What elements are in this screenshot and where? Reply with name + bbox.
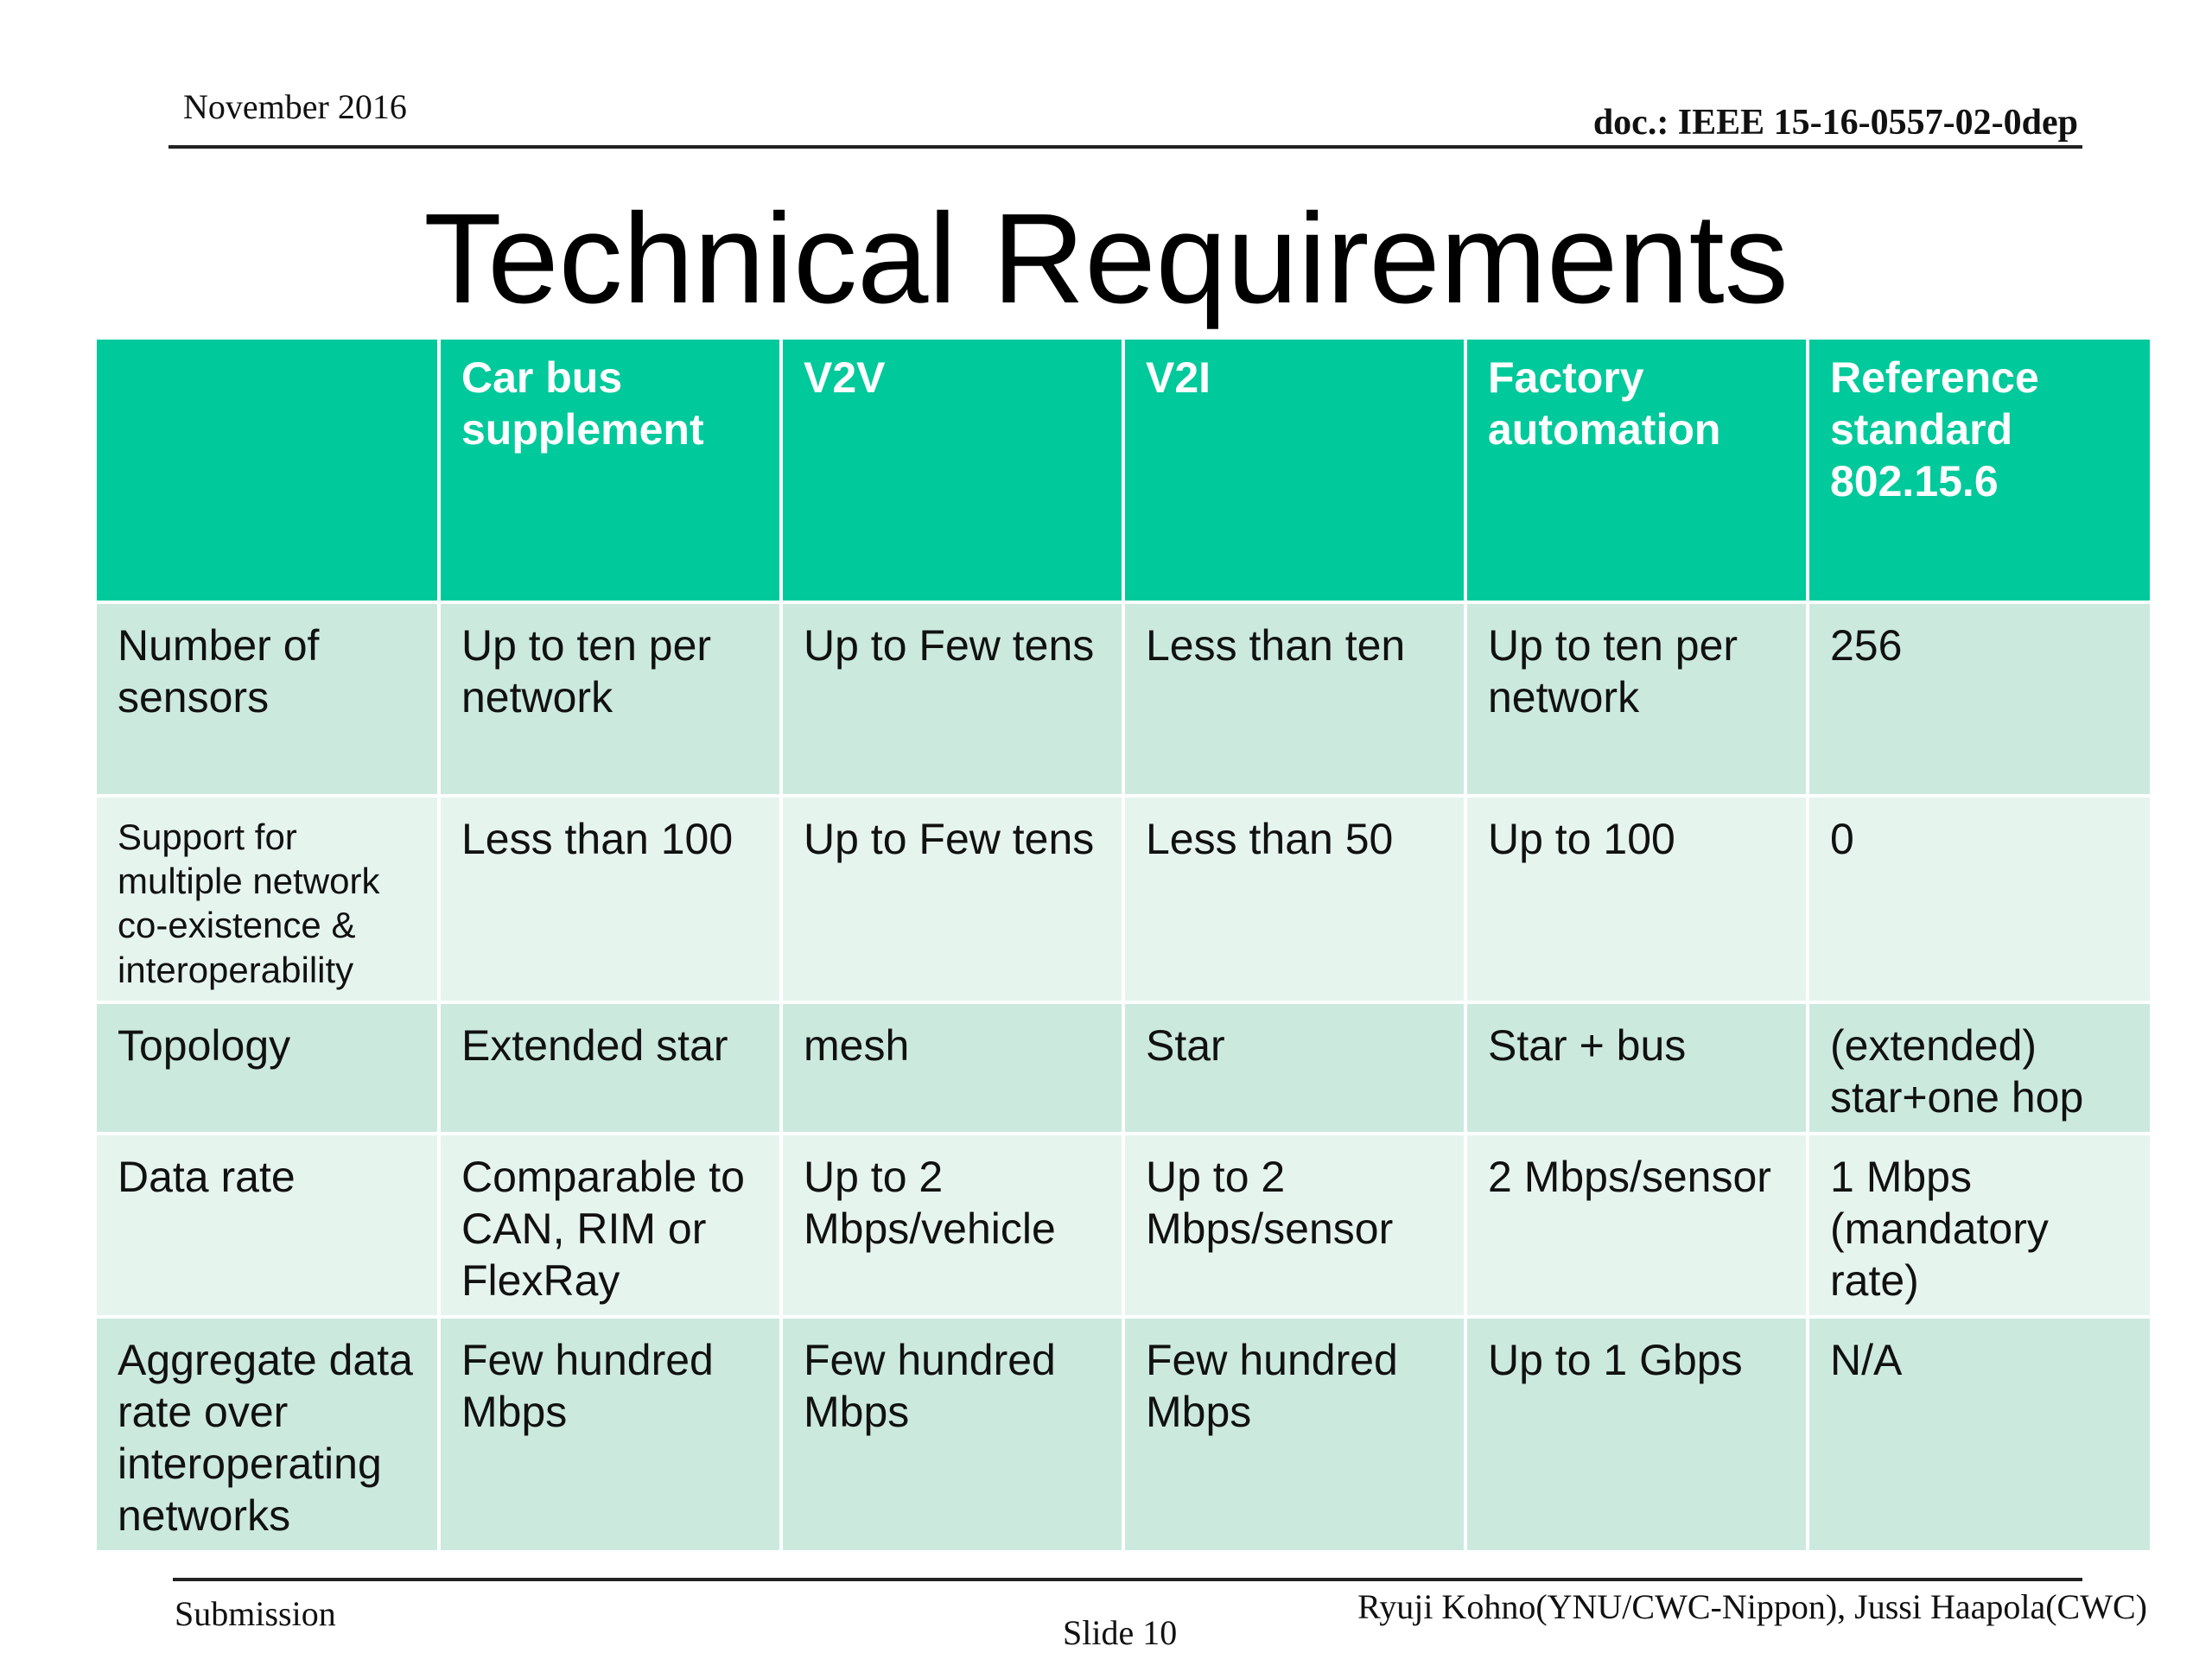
row-label: Data rate	[97, 1134, 439, 1317]
table-row	[97, 796, 2150, 1002]
column-header-v2i: V2I	[1123, 340, 1465, 602]
table-cell: Extended star	[439, 1002, 781, 1134]
table-cell: Star + bus	[1465, 1002, 1808, 1134]
header-divider	[168, 145, 2082, 149]
header-doc-id: doc.: IEEE 15-16-0557-02-0dep	[1592, 103, 2078, 143]
table-row	[97, 1002, 2150, 1134]
table-cell: Few hundred Mbps	[1123, 1317, 1465, 1552]
table-row	[97, 1317, 2150, 1552]
table-cell: N/A	[1808, 1317, 2150, 1552]
table-cell: Star	[1123, 1002, 1465, 1134]
row-label: Number of sensors	[97, 602, 439, 796]
table-row	[97, 1134, 2150, 1317]
table-cell: 256	[1808, 602, 2150, 796]
row-label: Aggregate data rate over interoperating networks	[97, 1317, 439, 1552]
requirements-table	[97, 340, 2150, 1554]
footer-slide-number: Slide 10	[1063, 1613, 1178, 1652]
table-cell: Up to ten per network	[1465, 602, 1808, 796]
table-cell: Up to Few tens	[781, 602, 1123, 796]
table-header-row	[97, 340, 2150, 602]
footer-submission: Submission	[175, 1594, 336, 1633]
table-cell: Comparable to CAN, RIM or FlexRay	[439, 1134, 781, 1317]
table-cell: Up to 100	[1465, 796, 1808, 1002]
slide-title: Technical Requirements	[423, 188, 1789, 330]
column-header-factory: Factory automation	[1465, 340, 1808, 602]
table-cell: Up to ten per network	[439, 602, 781, 796]
table-cell: (extended) star+one hop	[1808, 1002, 2150, 1134]
column-header-car-bus: Car bus supplement	[439, 340, 781, 602]
footer-authors: Ryuji Kohno(YNU/CWC-Nippon), Jussi Haapola(CWC)	[1357, 1587, 2147, 1626]
table-cell: Less than 100	[439, 796, 781, 1002]
footer-divider	[173, 1578, 2082, 1581]
row-label: Topology	[97, 1002, 439, 1134]
table-cell: Few hundred Mbps	[781, 1317, 1123, 1552]
table-cell: Few hundred Mbps	[439, 1317, 781, 1552]
table-cell: 0	[1808, 796, 2150, 1002]
header-date: November 2016	[183, 87, 407, 126]
table-cell: Up to 2 Mbps/vehicle	[781, 1134, 1123, 1317]
table-cell: Less than ten	[1123, 602, 1465, 796]
table-row	[97, 602, 2150, 796]
table-cell: Up to Few tens	[781, 796, 1123, 1002]
column-header-reference: Reference standard 802.15.6	[1808, 340, 2150, 602]
column-header-v2v: V2V	[781, 340, 1123, 602]
table-cell: Up to 1 Gbps	[1465, 1317, 1808, 1552]
table-cell: mesh	[781, 1002, 1123, 1134]
table-cell: Less than 50	[1123, 796, 1465, 1002]
row-label: Support for multiple network co-existence & interoperability	[97, 796, 439, 1002]
table-cell: 2 Mbps/sensor	[1465, 1134, 1808, 1317]
column-header-empty	[97, 340, 439, 602]
table-cell: 1 Mbps (mandatory rate)	[1808, 1134, 2150, 1317]
table-cell: Up to 2 Mbps/sensor	[1123, 1134, 1465, 1317]
